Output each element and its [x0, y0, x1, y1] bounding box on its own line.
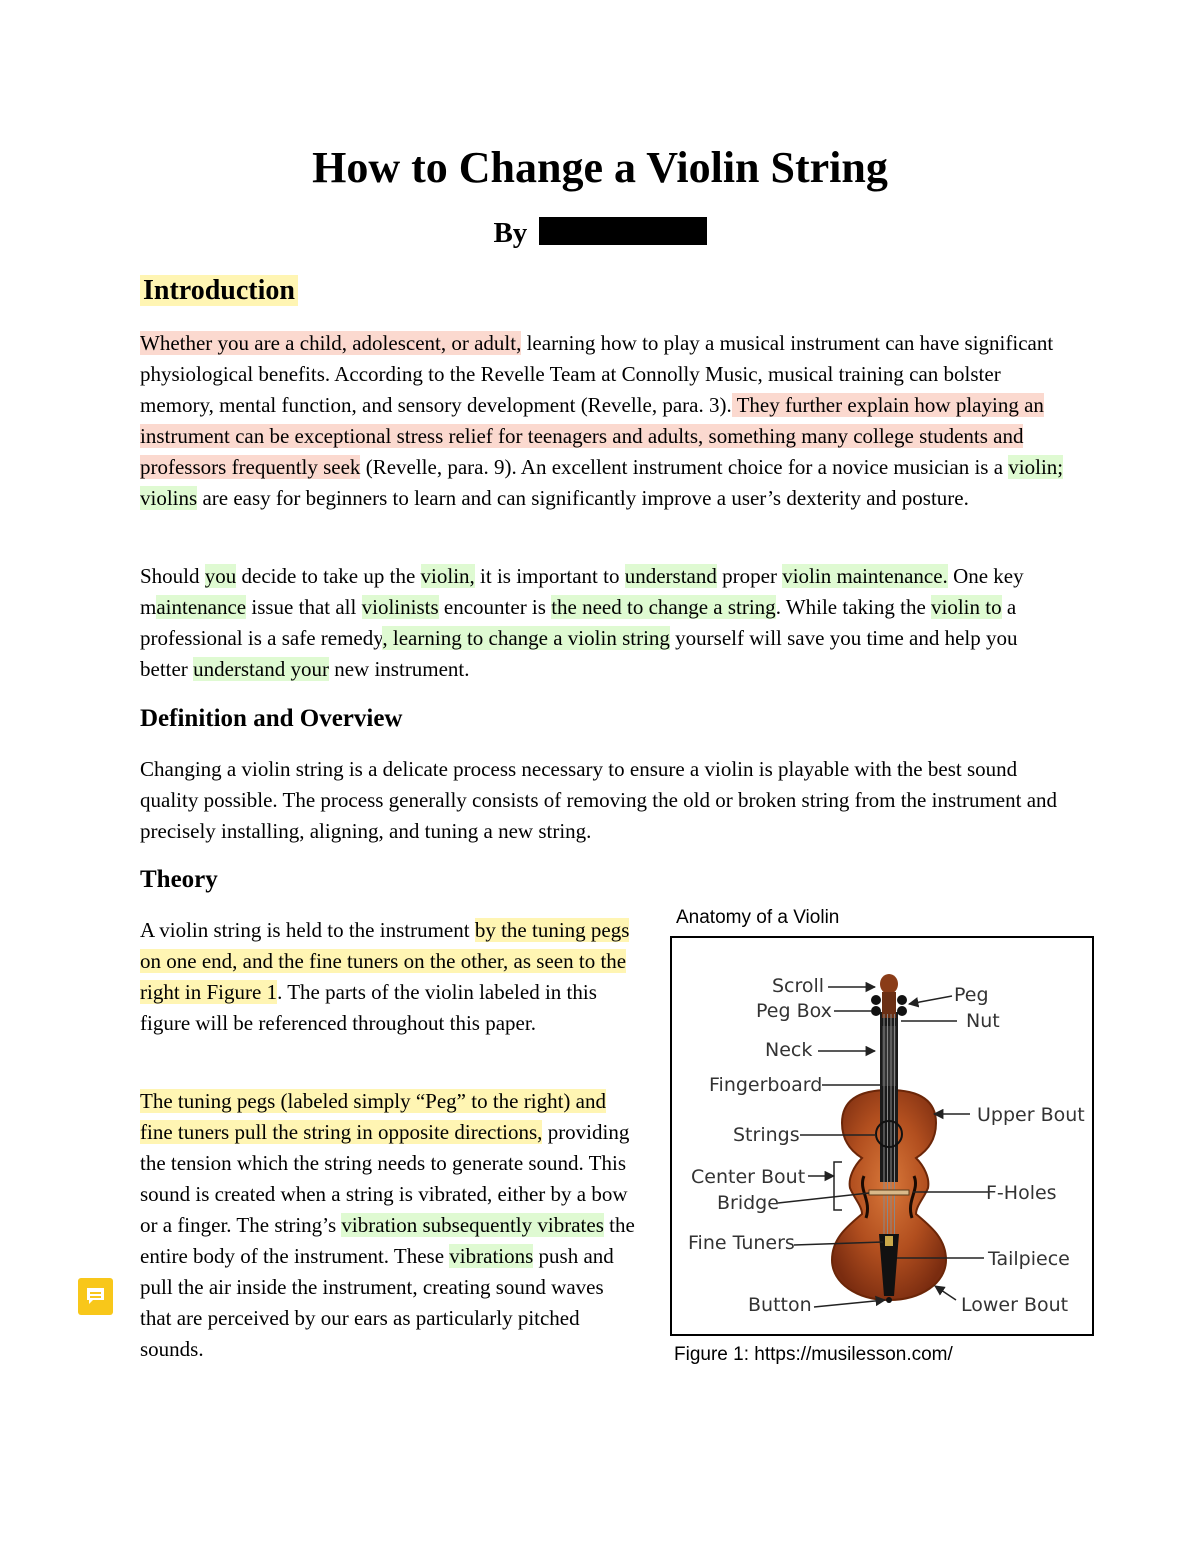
heading-introduction [140, 274, 298, 308]
text-run: encounter is [438, 595, 552, 619]
label-tailpiece: Tailpiece [988, 1248, 1070, 1270]
highlighted-text: aintenance [156, 595, 247, 619]
highlighted-text: the need to change a string [551, 595, 776, 619]
violin-scroll [871, 974, 907, 1018]
violin-diagram [672, 938, 1092, 1334]
text-run: learning how to play a musical instrument can have significant physiological benefits. According to the Revelle Team at Connolly Music, musical training can bolster memory, mental function, and sensory development (Revelle, para. 3). [140, 331, 1054, 417]
highlighted-text: vibration subsequently vibrates [341, 1213, 604, 1237]
definition-paragraph: Changing a violin string is a delicate process necessary to ensure a violin is playable with the best sound quality possible. The process generally consists of removing the old or broken string from the instrument and precisely installing, aligning, and tuning a new string. [140, 757, 1058, 843]
intro-paragraph-1 [140, 328, 1065, 514]
highlighted-text: vibrations [449, 1244, 534, 1268]
highlighted-text: violin, [420, 564, 475, 588]
text-run: A violin string is held to the instrument [140, 918, 475, 942]
text-run: it is important to [474, 564, 625, 588]
highlighted-text: understand your [193, 657, 329, 681]
highlighted-text: , learning to change a violin string [382, 626, 670, 650]
text-run: the entire body of the instrument. These [140, 1213, 635, 1268]
text-run: a professional is a safe remedy [140, 595, 1017, 650]
highlighted-text: The tuning pegs (labeled simply “Peg” to the right) and fine tuners pull the string in opposite directions, [140, 1089, 606, 1144]
text-run: are easy for beginners to learn and can significantly improve a user’s dexterity and posture. [197, 486, 969, 510]
comment-glyph-icon [85, 1286, 106, 1307]
text-run: yourself will save you time and help you better [140, 626, 1018, 681]
comment-icon[interactable] [78, 1278, 113, 1315]
heading-introduction-text: Introduction [140, 275, 298, 306]
label-neck: Neck [765, 1039, 813, 1061]
redacted-author [539, 217, 707, 245]
theory-paragraph-2 [140, 1086, 635, 1365]
highlighted-text: violin to [931, 595, 1002, 619]
highlighted-text: understand [624, 564, 717, 588]
label-fingerboard: Fingerboard [709, 1074, 823, 1096]
highlighted-text: Whether you are a child, adolescent, or adult, [140, 331, 522, 355]
highlighted-text: violin maintenance. [782, 564, 948, 588]
violin-button [886, 1297, 892, 1303]
label-peg-box: Peg Box [756, 1000, 832, 1022]
heading-definition: Definition and Overview [140, 705, 403, 732]
violin-fine-tuners [885, 1236, 893, 1246]
text-run: One key m [140, 564, 1024, 619]
label-center-bout: Center Bout [691, 1166, 806, 1188]
label-scroll: Scroll [772, 975, 825, 997]
figure-title: Anatomy of a Violin [676, 907, 840, 928]
label-button: Button [748, 1294, 812, 1316]
text-run: issue that all [246, 595, 362, 619]
label-upper-bout: Upper Bout [977, 1104, 1085, 1126]
intro-paragraph-2 [140, 561, 1065, 685]
label-peg: Peg [954, 984, 989, 1006]
highlighted-text: by the tuning pegs on one end, and the fine tuners on the other, as seen to the right in Figure 1 [140, 918, 630, 1004]
text-run: Should [140, 564, 205, 588]
text-run: (Revelle, para. 9). An excellent instrument choice for a novice musician is a [360, 455, 1009, 479]
text-run: decide to take up the [236, 564, 421, 588]
center-bout-bracket [834, 1162, 842, 1210]
text-run: new instrument. [328, 657, 470, 681]
violin-bridge [869, 1190, 909, 1195]
text-run: . The parts of the violin labeled in this figure will be referenced throughout this paper. [140, 980, 597, 1035]
theory-paragraph-1 [140, 915, 635, 1039]
text-run: . While taking the [775, 595, 932, 619]
label-lower-bout: Lower Bout [961, 1294, 1069, 1316]
highlighted-text: violinists [361, 595, 439, 619]
highlighted-text: They further explain how playing an instrument can be exceptional stress relief for teenagers and adults, something many college students and professors frequently seek [140, 393, 1044, 479]
highlighted-text: you [204, 564, 237, 588]
text-run: providing the tension which the string needs to generate sound. This sound is created when a string is vibrated, either by a bow or a finger. The string’s [140, 1120, 630, 1237]
highlighted-text: violin; violins [140, 455, 1064, 510]
label-strings: Strings [733, 1124, 800, 1146]
byline [0, 213, 1200, 253]
violin-neck [880, 1012, 898, 1182]
label-bridge: Bridge [717, 1192, 779, 1214]
text-run: proper [716, 564, 783, 588]
document-title: How to Change a Violin String [312, 143, 888, 192]
heading-theory: Theory [140, 866, 218, 893]
text-run: push and pull the air inside the instrument, creating sound waves that are perceived by our ears as particularly pitched sounds. [140, 1244, 614, 1361]
violin-figure [670, 936, 1094, 1336]
byline-label: By [493, 217, 528, 249]
label-nut: Nut [966, 1010, 1000, 1032]
label-f-holes: F-Holes [986, 1182, 1057, 1204]
label-fine-tuners: Fine Tuners [688, 1232, 795, 1254]
figure-caption: Figure 1: https://musilesson.com/ [674, 1344, 953, 1365]
